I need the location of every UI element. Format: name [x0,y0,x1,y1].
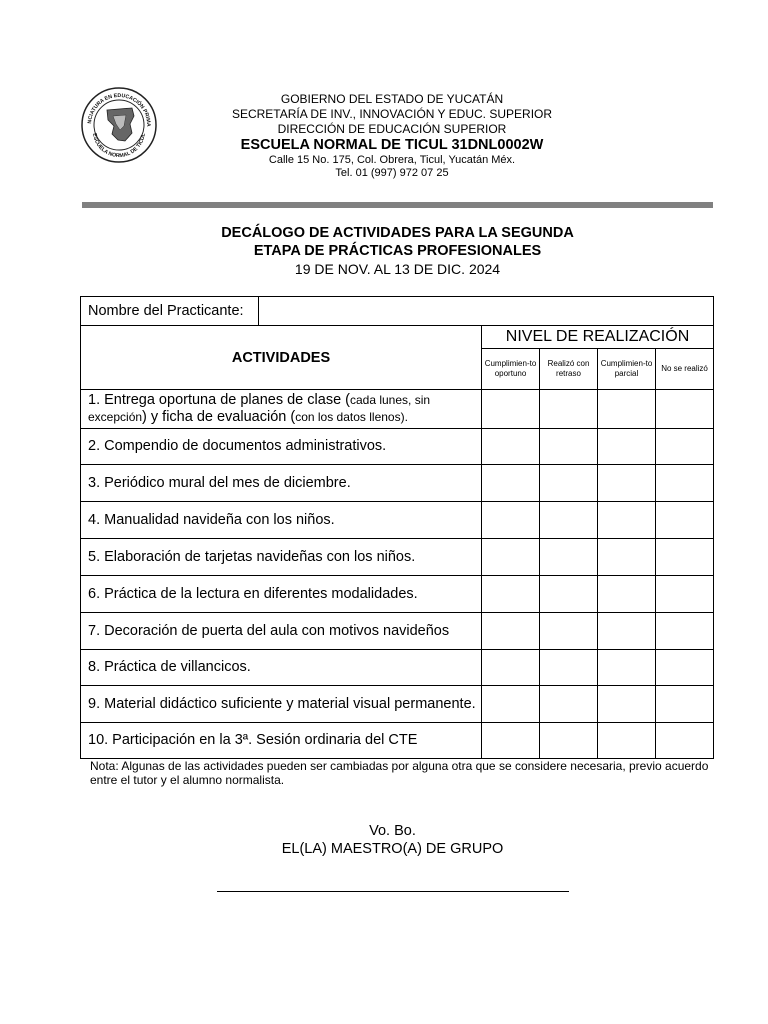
check-cell[interactable] [482,686,540,723]
check-cell[interactable] [482,465,540,502]
school-seal-logo [80,86,158,164]
check-cell[interactable] [482,650,540,686]
check-cell[interactable] [598,576,656,613]
activity-label: 4. Manualidad navideña con los niños. [81,502,482,539]
svg-text:ESCUELA NORMAL DE TICUL: ESCUELA NORMAL DE TICUL [91,132,147,160]
student-name-row [81,297,714,326]
check-cell[interactable] [482,539,540,576]
check-cell[interactable] [482,502,540,539]
activity-label: 9. Material didáctico suficiente y material visual permanente. [81,686,482,723]
check-cell[interactable] [540,429,598,465]
activity-row [81,723,714,759]
activity-row [81,686,714,723]
check-cell[interactable] [656,539,714,576]
activity-row [81,650,714,686]
check-cell[interactable] [598,465,656,502]
col-on-time: Cumplimien-to oportuno [482,349,540,390]
activity-row [81,613,714,650]
check-cell[interactable] [656,465,714,502]
check-cell[interactable] [656,650,714,686]
check-cell[interactable] [656,686,714,723]
activity-row [81,502,714,539]
svg-text:LICENCIATURA EN EDUCACIÓN PRIM: NCIATURA EN EDUCACIÓN PRIMA [86,92,152,127]
activity-row [81,539,714,576]
check-cell[interactable] [598,613,656,650]
check-cell[interactable] [598,686,656,723]
check-cell[interactable] [540,502,598,539]
check-cell[interactable] [540,576,598,613]
school-address: Calle 15 No. 175, Col. Obrera, Ticul, Yucatán Méx. [268,154,516,166]
check-cell[interactable] [540,723,598,759]
activity-row [81,429,714,465]
activity-label: 7. Decoración de puerta del aula con motivos navideños [81,613,482,650]
check-cell[interactable] [656,576,714,613]
col-late: Realizó con retraso [540,349,598,390]
check-cell[interactable] [656,390,714,429]
check-cell[interactable] [540,686,598,723]
check-cell[interactable] [598,539,656,576]
secretariat-line: SECRETARÍA DE INV., INNOVACIÓN Y EDUC. SUPERIOR [231,107,553,121]
check-cell[interactable] [656,429,714,465]
activity-label: 5. Elaboración de tarjetas navideñas con los niños. [81,539,482,576]
header-row-1 [81,326,714,349]
activity-label: 1. Entrega oportuna de planes de clase (cada lunes, sin excepción) y ficha de evaluación (con los datos llenos). [81,390,482,429]
check-cell[interactable] [598,650,656,686]
header-divider [82,202,713,208]
activity-row [81,390,714,429]
check-cell[interactable] [598,502,656,539]
approval-label: Vo. Bo. [369,823,416,839]
title-line-1: DECÁLOGO DE ACTIVIDADES PARA LA SEGUNDA [221,225,574,241]
activity-label: 6. Práctica de la lectura en diferentes modalidades. [81,576,482,613]
document-title [82,224,713,278]
check-cell[interactable] [540,465,598,502]
school-phone: Tel. 01 (997) 972 07 25 [335,167,449,179]
check-cell[interactable] [656,502,714,539]
check-cell[interactable] [482,390,540,429]
activities-header: ACTIVIDADES [81,326,482,390]
signer-role: EL(LA) MAESTRO(A) DE GRUPO [281,841,504,857]
check-cell[interactable] [482,613,540,650]
title-line-2: ETAPA DE PRÁCTICAS PROFESIONALES [253,243,542,259]
check-cell[interactable] [482,723,540,759]
student-name-field[interactable] [259,297,714,326]
check-cell[interactable] [482,429,540,465]
check-cell[interactable] [656,613,714,650]
activity-row [81,465,714,502]
direction-line: DIRECCIÓN DE EDUCACIÓN SUPERIOR [277,122,507,136]
activity-label: 8. Práctica de villancicos. [81,650,482,686]
activity-row [81,576,714,613]
title-dates: 19 DE NOV. AL 13 DE DIC. 2024 [294,261,501,277]
check-cell[interactable] [540,613,598,650]
check-cell[interactable] [540,650,598,686]
signature-line[interactable] [217,891,569,892]
signature-block [82,822,703,858]
activity-label: 3. Periódico mural del mes de diciembre. [81,465,482,502]
col-not-done: No se realizó [656,349,714,390]
activities-table [80,296,714,759]
check-cell[interactable] [540,539,598,576]
check-cell[interactable] [482,576,540,613]
government-line: GOBIERNO DEL ESTADO DE YUCATÁN [280,92,504,106]
check-cell[interactable] [540,390,598,429]
level-header: NIVEL DE REALIZACIÓN [482,326,714,349]
check-cell[interactable] [656,723,714,759]
footnote: Nota: Algunas de las actividades pueden ser cambiadas por alguna otra que se considere necesaria, previo acuerdo entre el tutor y el alumno normalista. [90,759,709,787]
check-cell[interactable] [598,723,656,759]
check-cell[interactable] [598,390,656,429]
school-name: ESCUELA NORMAL DE TICUL 31DNL0002W [240,137,544,153]
check-cell[interactable] [598,429,656,465]
col-partial: Cumplimien-to parcial [598,349,656,390]
activity-label: 10. Participación en la 3ª. Sesión ordinaria del CTE [81,723,482,759]
activity-label: 2. Compendio de documentos administrativos. [81,429,482,465]
student-name-label: Nombre del Practicante: [81,297,259,326]
letterhead [180,92,604,180]
